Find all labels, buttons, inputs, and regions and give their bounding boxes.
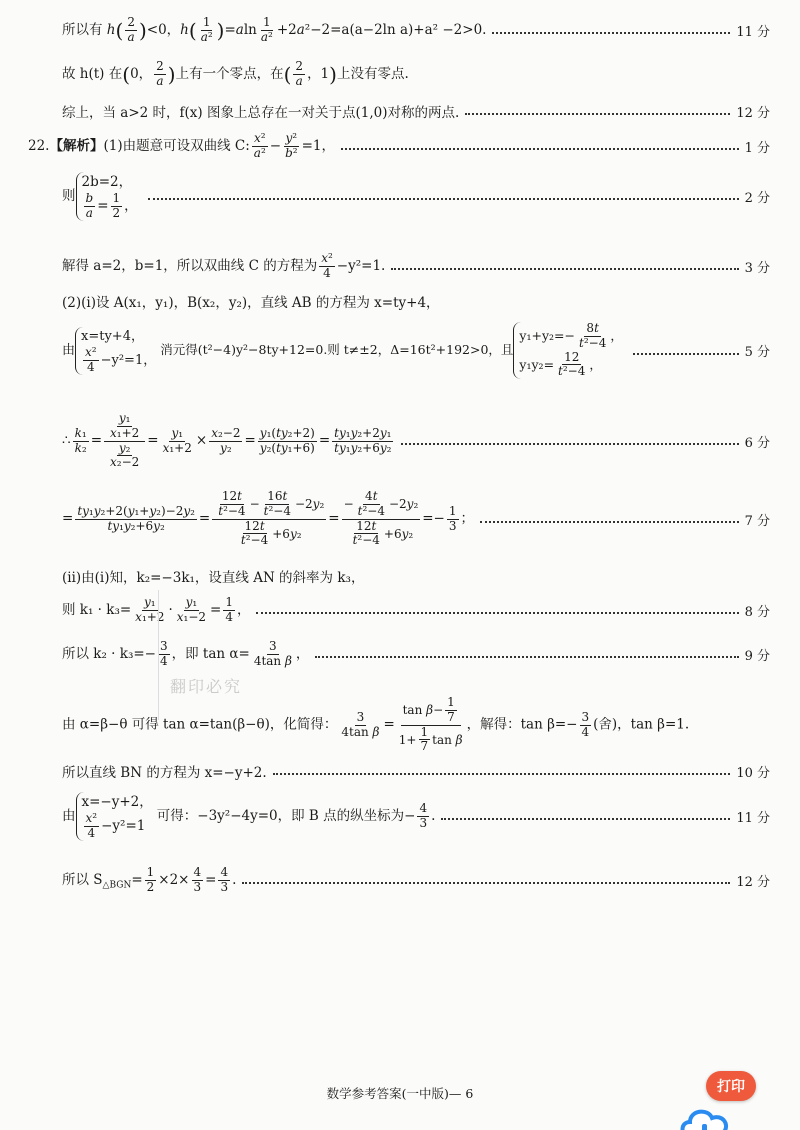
text: 所以 S [62, 871, 103, 888]
score: 3 分 [744, 260, 770, 276]
text: ∴ [62, 432, 71, 449]
solution-line-1: 所以有 h( $\frac{2}{a}$ )<0，h( $\frac{1}{\text{a²}}$ )=aln $\frac{1}{\text{a²}}$ +2a²−2=a(a−2ln a)+a² −2>0. 11 分 [62, 15, 770, 44]
score: 7 分 [744, 513, 770, 529]
text: 上没有零点. [336, 65, 409, 82]
text: =1， [301, 137, 335, 154]
text: ，即 tan α= [171, 645, 250, 662]
solution-line-16: 由 x=−y+2， $\frac{\text{x²}}{4}$ −y²=1 可得：−3y²−4y=0，即 B 点的纵坐标为− $\frac{4}{3}$ . 11 分 [62, 794, 770, 841]
equation-system: x=−y+2， $\frac{\text{x²}}{4}$ −y²=1 [76, 792, 153, 841]
text: (ⅱ)由(ⅰ)知，k₂=−3k₁，设直线 AN 的斜率为 k₃， [62, 570, 365, 586]
score: 9 分 [744, 648, 770, 664]
cloud-icon[interactable] [676, 1102, 736, 1130]
text: 由 [62, 807, 76, 824]
solution-line-9: ∴ $\frac{\text{k₁}}{\text{k₂}}$ = $\frac{\frac{\text{y₁}}{\text{x₁+2}}}{\frac{\text{y₂}}{\text{x₂−2}}}$ = $\frac{\text{y₁}}{\text{x₁+2}}$ × $\frac{\text{x₂−2}}{\text{y₂}}$ = $\frac{\text{y₁(ty₂+2)}}{\text{y₂(ty₁+6)}}$ = $\frac{\text{ty₁y₂+2y₁}}{\text{ty₁y₂+6y₂}}$ 6 分 [62, 411, 770, 470]
equation-system: 2b=2， $\frac{b}{a}$ = $\frac{1}{2}$ ， [76, 172, 138, 221]
score: 10 分 [736, 765, 770, 781]
text: 所以 k₂ · k₃=− [62, 645, 156, 662]
subscript: △BGN [102, 880, 132, 891]
solution-line-15 [62, 761, 770, 781]
score: 12 分 [736, 874, 770, 890]
score: 12 分 [736, 105, 770, 121]
solution-line-2: 故 h(t) 在(0， $\frac{2}{a}$ )上有一个零点，在( $\frac{2}{a}$ ，1)上没有零点. [62, 59, 409, 88]
text: 解得 a=2，b=1，所以双曲线 C 的方程为 [62, 257, 318, 274]
solution-line-12: 则 k₁ · k₃= $\frac{\text{y₁}}{\text{x₁+2}}$ · $\frac{\text{y₁}}{\text{x₁−2}}$ = $\frac{1}{4}$ ， 8 分 [62, 595, 770, 624]
score: 5 分 [744, 345, 770, 361]
solution-line-8 [62, 322, 770, 379]
solution-line-10: = $\frac{\text{ty₁y₂+2(y₁+y₂)−2y₂}}{\text{ty₁y₂+6y₂}}$ = $\frac{12t}{\text{t²−4}}$ − $\frac{16t}{\text{t²−4}}$ −2y₂ $\frac{12t}{\text{t²−4}}$ +6y₂ = − $\frac{4t}{\text{t²−4}}$ −2y₂ $\frac{12t}{\text{t²−4}}$ +6y₂ =− $\frac{1}{3}$ ； 7 分 [62, 489, 770, 548]
equation-system: x=ty+4， $\frac{\text{x²}}{4}$ −y²=1， [75, 327, 156, 375]
text: 则 k₁ · k₃= [62, 601, 132, 618]
solution-line-4: 22.【解析】(1)由题意可设双曲线 C: $\frac{\text{x²}}{\text{a²}}$ − $\frac{\text{y²}}{\text{b²}}$ =1， 1 分 [28, 131, 770, 160]
text: 则 [62, 187, 76, 204]
solution-line-7 [62, 291, 770, 311]
score: 2 分 [744, 190, 770, 206]
solution-line-17: 所以 $S_{\triangle BGN}=$ $\frac{1}{2}$ ×2× $\frac{4}{3}$ = $\frac{4}{3}$ . 12 分 [62, 865, 770, 894]
text: 所以直线 BN 的方程为 x=−y+2. [62, 765, 267, 781]
text: 所以有 [62, 21, 103, 38]
text: = [131, 871, 143, 888]
equation-system: y₁+y₂=− $\frac{8t}{\text{t²−4}}$ ， y₁y₂= $\frac{12}{\text{t²−4}}$ ， [513, 322, 622, 379]
text: (1)由题意可设双曲线 C: [103, 137, 250, 154]
analysis-tag: 【解析】 [49, 137, 104, 154]
page-footer: 数学参考答案(一中版)— 6 [326, 1086, 474, 1101]
watermark: 翻印必究 [170, 677, 243, 696]
print-button[interactable]: 打印 [706, 1071, 756, 1101]
text: 消元得(t²−4)y²−8ty+12=0.则 t≠±2，Δ=16t²+192>0，且 [160, 342, 514, 358]
text: 可得：−3y²−4y=0，即 B 点的纵坐标为− [156, 807, 416, 824]
score: 11 分 [736, 24, 770, 40]
text: 由 α=β−θ 可得 tan α=tan(β−θ)，化简得： [62, 716, 338, 733]
text: 综上，当 a>2 时，f(x) 图象上总存在一对关于点(1,0)对称的两点. [62, 105, 460, 121]
solution-line-3 [62, 101, 770, 121]
solution-line-6: 解得 a=2，b=1，所以双曲线 C 的方程为 $\frac{\text{x²}}{4}$ −y²=1. 3 分 [62, 251, 770, 280]
score: 6 分 [744, 435, 770, 451]
text: (2)(ⅰ)设 A(x₁，y₁)，B(x₂，y₂)，直线 AB 的方程为 x=ty+4， [62, 295, 440, 311]
text: ，解得：tan β=− [466, 716, 578, 733]
score: 8 分 [744, 604, 770, 620]
solution-line-11 [62, 566, 770, 586]
text: 由 [62, 343, 76, 359]
score: 1 分 [744, 140, 770, 156]
solution-line-13: 所以 k₂ · k₃=− $\frac{3}{4}$ ，即 tan α= $\frac{3}{\text{4tan β}}$ ， 9 分 [62, 639, 770, 668]
text: −y²=1. [336, 257, 386, 274]
text: 故 h(t) 在 [62, 65, 123, 82]
text: =a(a−2ln a)+a² −2>0. [330, 21, 487, 38]
solution-line-14: 由 α=β−θ 可得 tan α=tan(β−θ)，化简得： $\frac{3}{\text{4tan β}}$ = tan β− $\frac{1}{7}$ 1+ $\frac{1}{7}$ tan β ，解得：tan β=− $\frac{3}{4}$ (舍)，tan β=1. [62, 695, 690, 754]
question-number: 22. [28, 137, 50, 154]
text: 上有一个零点，在 [175, 65, 284, 82]
score: 11 分 [736, 810, 770, 826]
text: (舍)，tan β=1. [593, 716, 690, 733]
solution-line-5 [62, 172, 770, 221]
